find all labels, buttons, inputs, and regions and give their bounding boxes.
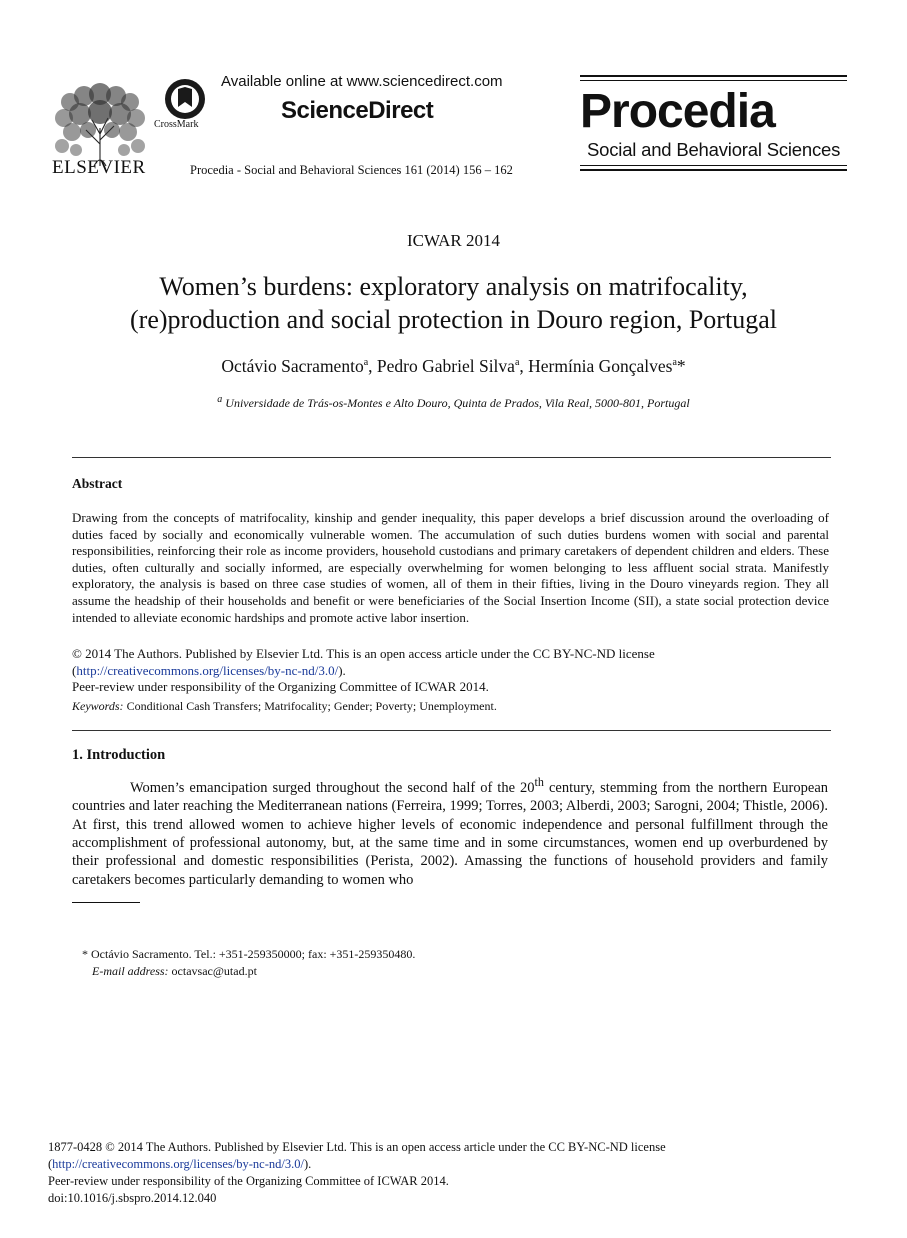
abstract-heading: Abstract (72, 476, 123, 491)
license-paren: ). (338, 662, 346, 678)
affiliation-marker: a (363, 357, 369, 369)
journal-reference: Procedia - Social and Behavioral Sciences 161 (2014) 156 – 162 (190, 163, 513, 177)
email-address[interactable]: octavsac@utad.pt (171, 964, 257, 978)
email-label: E-mail address: (92, 964, 169, 978)
title-line: (re)production and social protection in Douro region, Portugal (130, 305, 777, 334)
keywords-label: Keywords: (72, 699, 124, 713)
corresponding-author-mark: * (676, 356, 686, 376)
section-divider (72, 457, 831, 458)
conference-name: ICWAR 2014 (406, 231, 501, 250)
keywords-list: Conditional Cash Transfers; Matrifocality; Gender; Poverty; Unemployment. (126, 699, 497, 713)
affiliation (0, 394, 907, 411)
corresponding-author-footnote: * Octávio Sacramento. Tel.: +351-259350000; fax: +351-259350480. (82, 947, 416, 961)
email-footnote (92, 964, 257, 979)
footnote-rule (72, 902, 140, 903)
footer-doi[interactable]: doi:10.1016/j.sbspro.2014.12.040 (48, 1191, 217, 1205)
ordinal-suffix: th (534, 775, 544, 789)
affiliation-marker: a (217, 394, 223, 405)
license-link[interactable]: http://creativecommons.org/licenses/by-nc-nd/3.0/ (76, 662, 339, 678)
author-name: Hermínia Gonçalves (528, 356, 673, 376)
introduction-heading: 1. Introduction (72, 747, 166, 763)
title-line: Women’s burdens: exploratory analysis on matrifocality, (159, 272, 748, 301)
author-name: Pedro Gabriel Silva (376, 356, 515, 376)
crossmark-label: CrossMark (154, 119, 199, 130)
intro-text-part: century, stemming from the northern European countries and later reaching the Mediterranean nations (Ferreira, 1999; Torres, 2003; Alberdi, 2003; Sarogni, 2004; Thistle, 2006). At first, this trend allowed women to achieve higher levels of economic independence and personal fulfillment through the accomplishment of professional autonomy, but, at the same time and in some circumstances, women end up overburdened by their professional and domestic responsibilities (Perista, 2002). Amassing the functions of household providers and family caretakers becomes particularly demanding to women who (72, 779, 828, 888)
procedia-journal-title: Procedia (580, 85, 775, 138)
author-name: Octávio Sacramento (221, 356, 364, 376)
footer-license-line (48, 1157, 311, 1172)
article-title (60, 270, 847, 336)
procedia-rule (580, 169, 847, 171)
copyright-text: © 2014 The Authors. Published by Elsevier Ltd. This is an open access article under the CC BY-NC-ND license (72, 646, 655, 661)
procedia-rule (580, 80, 847, 81)
peer-review-statement: Peer-review under responsibility of the Organizing Committee of ICWAR 2014. (72, 679, 489, 694)
abstract-body: Drawing from the concepts of matrifocality, kinship and gender inequality, this paper develops a brief discussion around the overloading of duties faced by socially and economically vulnerable women. The accumulation of such duties burdens women with social and parental responsibilities, reinforcing their role as income providers, household custodians and primary caretakers of dependent children and elders. These duties, often culturally and socially informed, are especially overwhelming for women belonging to less affluent social strata. Manifestly exploratory, the analysis is based on three case studies of women, all of them in their fifties, living in the Douro vineyards region. They all assume the headship of their households and benefit or were beneficiaries of the Social Insertion Income (SII), a state social protection device intended to alleviate economic hardships and promote active labor insertion. (72, 510, 829, 625)
section-divider (72, 730, 831, 731)
affiliation-marker: a (514, 357, 520, 369)
procedia-rule (580, 75, 847, 77)
footer-peer-review: Peer-review under responsibility of the Organizing Committee of ICWAR 2014. (48, 1174, 449, 1188)
available-online-text[interactable]: Available online at www.sciencedirect.com (221, 73, 503, 90)
affiliation-marker: a (672, 357, 677, 369)
author-list (0, 356, 907, 377)
license-paren: ). (303, 1157, 312, 1171)
footer-issn-license: 1877-0428 © 2014 The Authors. Published by Elsevier Ltd. This is an open access article under the CC BY-NC-ND license (48, 1140, 666, 1154)
author-separator: , (368, 356, 377, 376)
license-paren: ( (48, 1157, 53, 1171)
affiliation-text: Universidade de Trás-os-Montes e Alto Douro, Quinta de Prados, Vila Real, 5000-801, Portugal (225, 396, 690, 410)
sciencedirect-logo-text[interactable]: ScienceDirect (281, 97, 434, 124)
author-separator: , (519, 356, 529, 376)
footer-license-link[interactable]: http://creativecommons.org/licenses/by-nc-nd/3.0/ (52, 1157, 304, 1171)
intro-text-part: Women’s emancipation surged throughout the second half of the 20 (130, 779, 535, 796)
license-paren: ( (72, 662, 77, 678)
procedia-journal-subtitle: Social and Behavioral Sciences (587, 139, 841, 160)
copyright-notice (72, 646, 832, 679)
keywords-line (72, 699, 497, 714)
introduction-body (72, 773, 828, 889)
publisher-name: ELSEVIER (52, 157, 146, 178)
procedia-rule (580, 165, 847, 166)
